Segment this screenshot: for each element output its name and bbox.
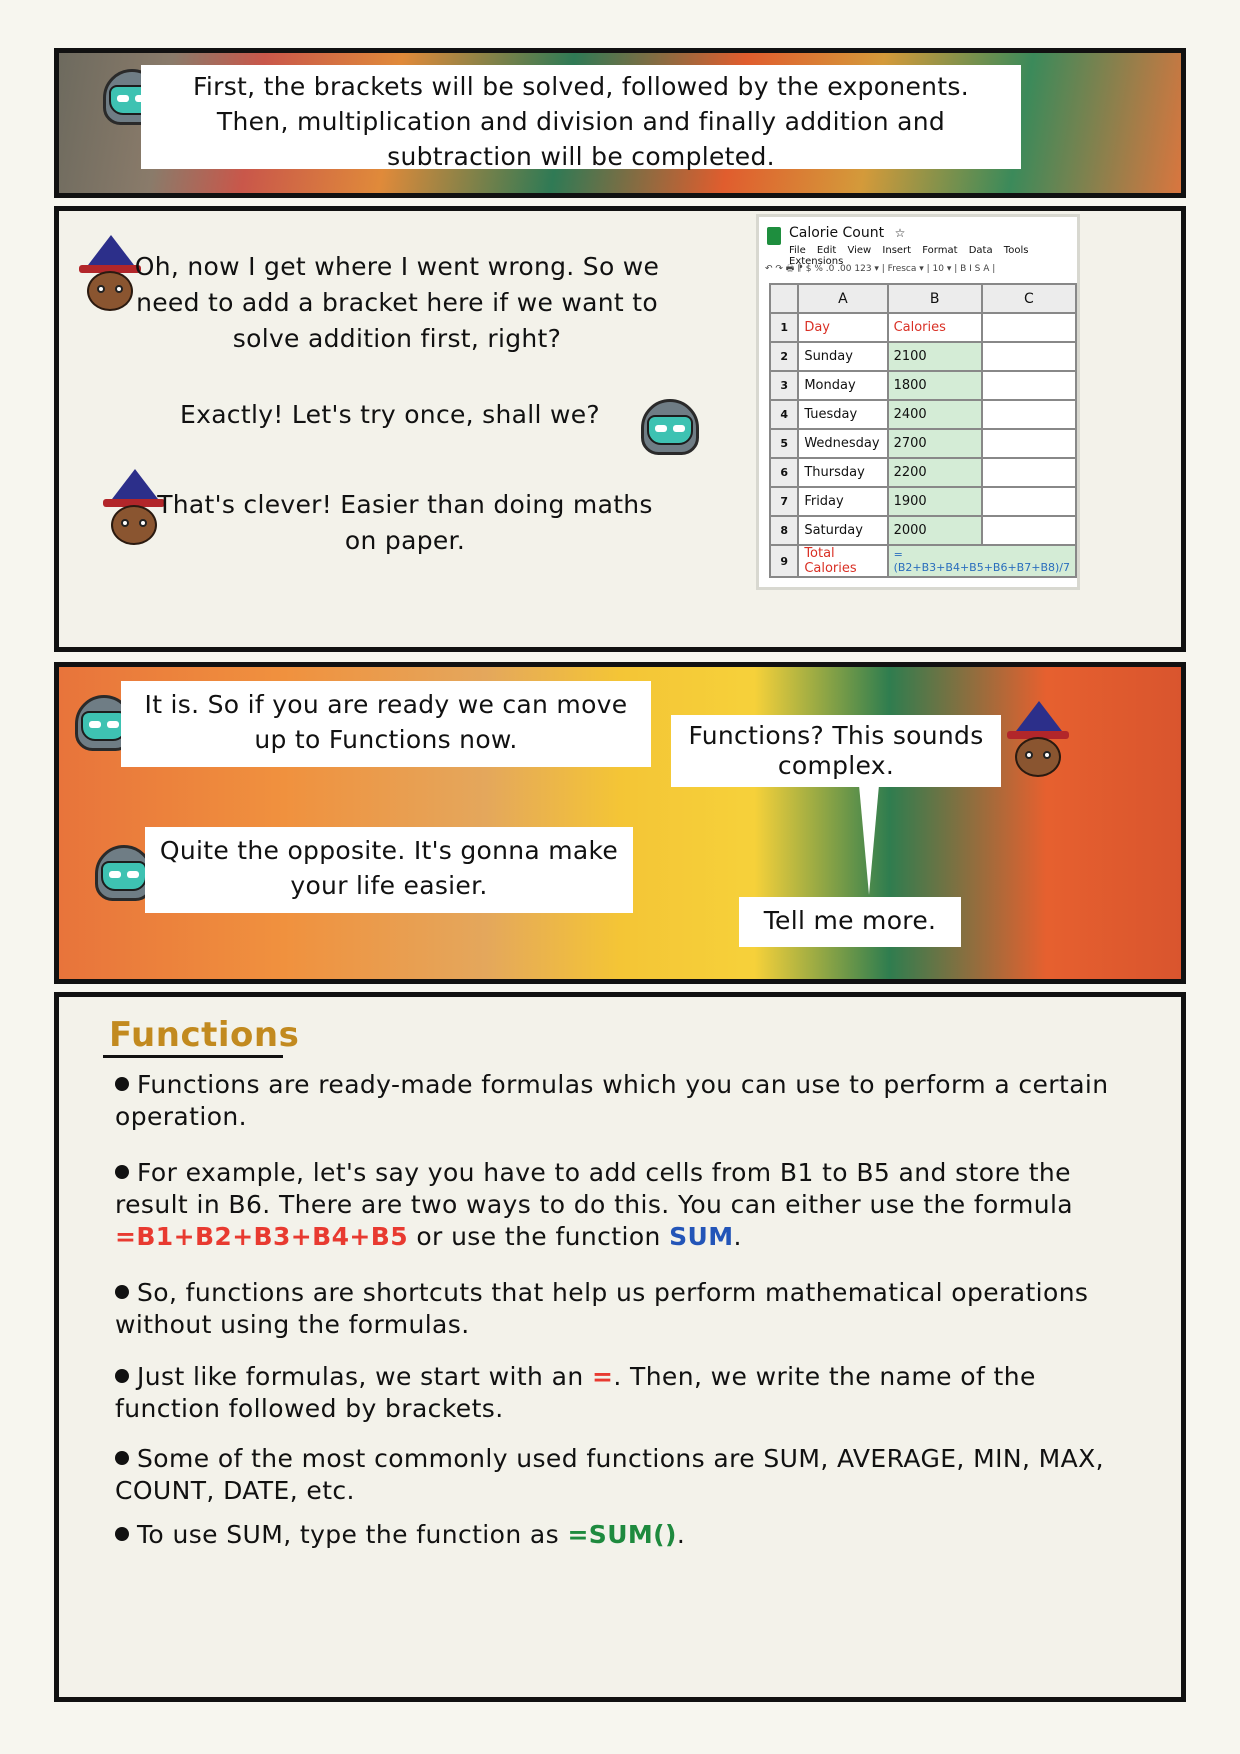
table-row: 9 Total Calories =(B2+B3+B4+B5+B6+B7+B8)/7 [770, 545, 1076, 577]
wizard-speech-bubble-2: Tell me more. [739, 897, 961, 947]
bullet-item: Just like formulas, we start with an =. Then, we write the name of the function followed by brackets. [115, 1362, 1036, 1423]
bullet-item: So, functions are shortcuts that help us perform mathematical operations without using the formulas. [115, 1278, 1089, 1339]
comic-panel-3 [54, 662, 1186, 984]
robot-character-icon [635, 391, 705, 461]
robot-dialogue: Exactly! Let's try once, shall we? [180, 400, 600, 429]
bullet-item: Some of the most commonly used functions are SUM, AVERAGE, MIN, MAX, COUNT, DATE, etc. [115, 1444, 1104, 1505]
bullet-dot-icon [115, 1451, 129, 1465]
title-underline [103, 1055, 283, 1058]
comic-panel-1 [54, 48, 1186, 198]
spreadsheet-toolbar: ↶ ↷ 🖶 ⁋ $ % .0 .00 123 ▾ | Fresca ▾ | 10 ▾ | B I S A | [765, 264, 996, 274]
robot-speech-bubble-1: It is. So if you are ready we can move up to Functions now. [121, 681, 651, 767]
bullet-item: To use SUM, type the function as =SUM(). [115, 1519, 1115, 1551]
formula-example: =B1+B2+B3+B4+B5 [115, 1222, 408, 1251]
column-a-header: A [798, 284, 887, 313]
bullet-item: Functions are ready-made formulas which you can use to perform a certain operation. [115, 1070, 1109, 1131]
spreadsheet-menu: File Edit View Insert Format Data Tools Extensions [789, 245, 1029, 267]
column-header-row [770, 284, 1076, 313]
spreadsheet-screenshot [759, 217, 1077, 587]
table-row: 2 Sunday 2100 [770, 342, 1076, 371]
star-icon: ☆ [894, 226, 906, 240]
wizard-dialogue-2: That's clever! Easier than doing maths on paper. [157, 490, 653, 555]
wizard-speech-bubble-1: Functions? This sounds complex. [671, 715, 1001, 787]
sheets-icon [767, 227, 781, 245]
equals-sign: = [591, 1362, 614, 1391]
table-row: 5 Wednesday 2700 [770, 429, 1076, 458]
bullet-dot-icon [115, 1165, 129, 1179]
table-row: 3 Monday 1800 [770, 371, 1076, 400]
spreadsheet-title: Calorie Count ☆ [789, 225, 906, 241]
robot-speech-bubble-2: Quite the opposite. It's gonna make your life easier. [145, 827, 633, 913]
section-title: Functions [109, 1015, 300, 1055]
column-c-header: C [982, 284, 1076, 313]
table-row: 4 Tuesday 2400 [770, 400, 1076, 429]
bullet-dot-icon [115, 1077, 129, 1091]
wizard-dialogue-1: Oh, now I get where I went wrong. So we need to add a bracket here if we want to solve addition first, right? [134, 252, 660, 353]
table-row: 8 Saturday 2000 [770, 516, 1076, 545]
bullet-item: For example, let's say you have to add cells from B1 to B5 and store the result in B6. There are two ways to do this. You can either use the formula =B1+B2+B3+B4+B5 or use the function SUM. [115, 1158, 1074, 1251]
table-row: 6 Thursday 2200 [770, 458, 1076, 487]
bullet-dot-icon [115, 1369, 129, 1383]
comic-panel-2 [54, 206, 1186, 652]
wizard-character-icon [1003, 701, 1073, 779]
functions-info-panel [54, 992, 1186, 1702]
table-row: 7 Friday 1900 [770, 487, 1076, 516]
column-b-header: B [888, 284, 982, 313]
function-name: SUM [669, 1222, 734, 1251]
bullet-dot-icon [115, 1527, 129, 1541]
speech-bubble-tail [859, 785, 879, 895]
sum-code: =SUM() [567, 1520, 677, 1549]
spreadsheet-grid [769, 283, 1077, 578]
bullet-dot-icon [115, 1285, 129, 1299]
robot-speech-bubble: First, the brackets will be solved, followed by the exponents. Then, multiplication and division and finally addition and subtraction will be completed. [141, 65, 1021, 169]
table-row: 1 Day Calories [770, 313, 1076, 342]
